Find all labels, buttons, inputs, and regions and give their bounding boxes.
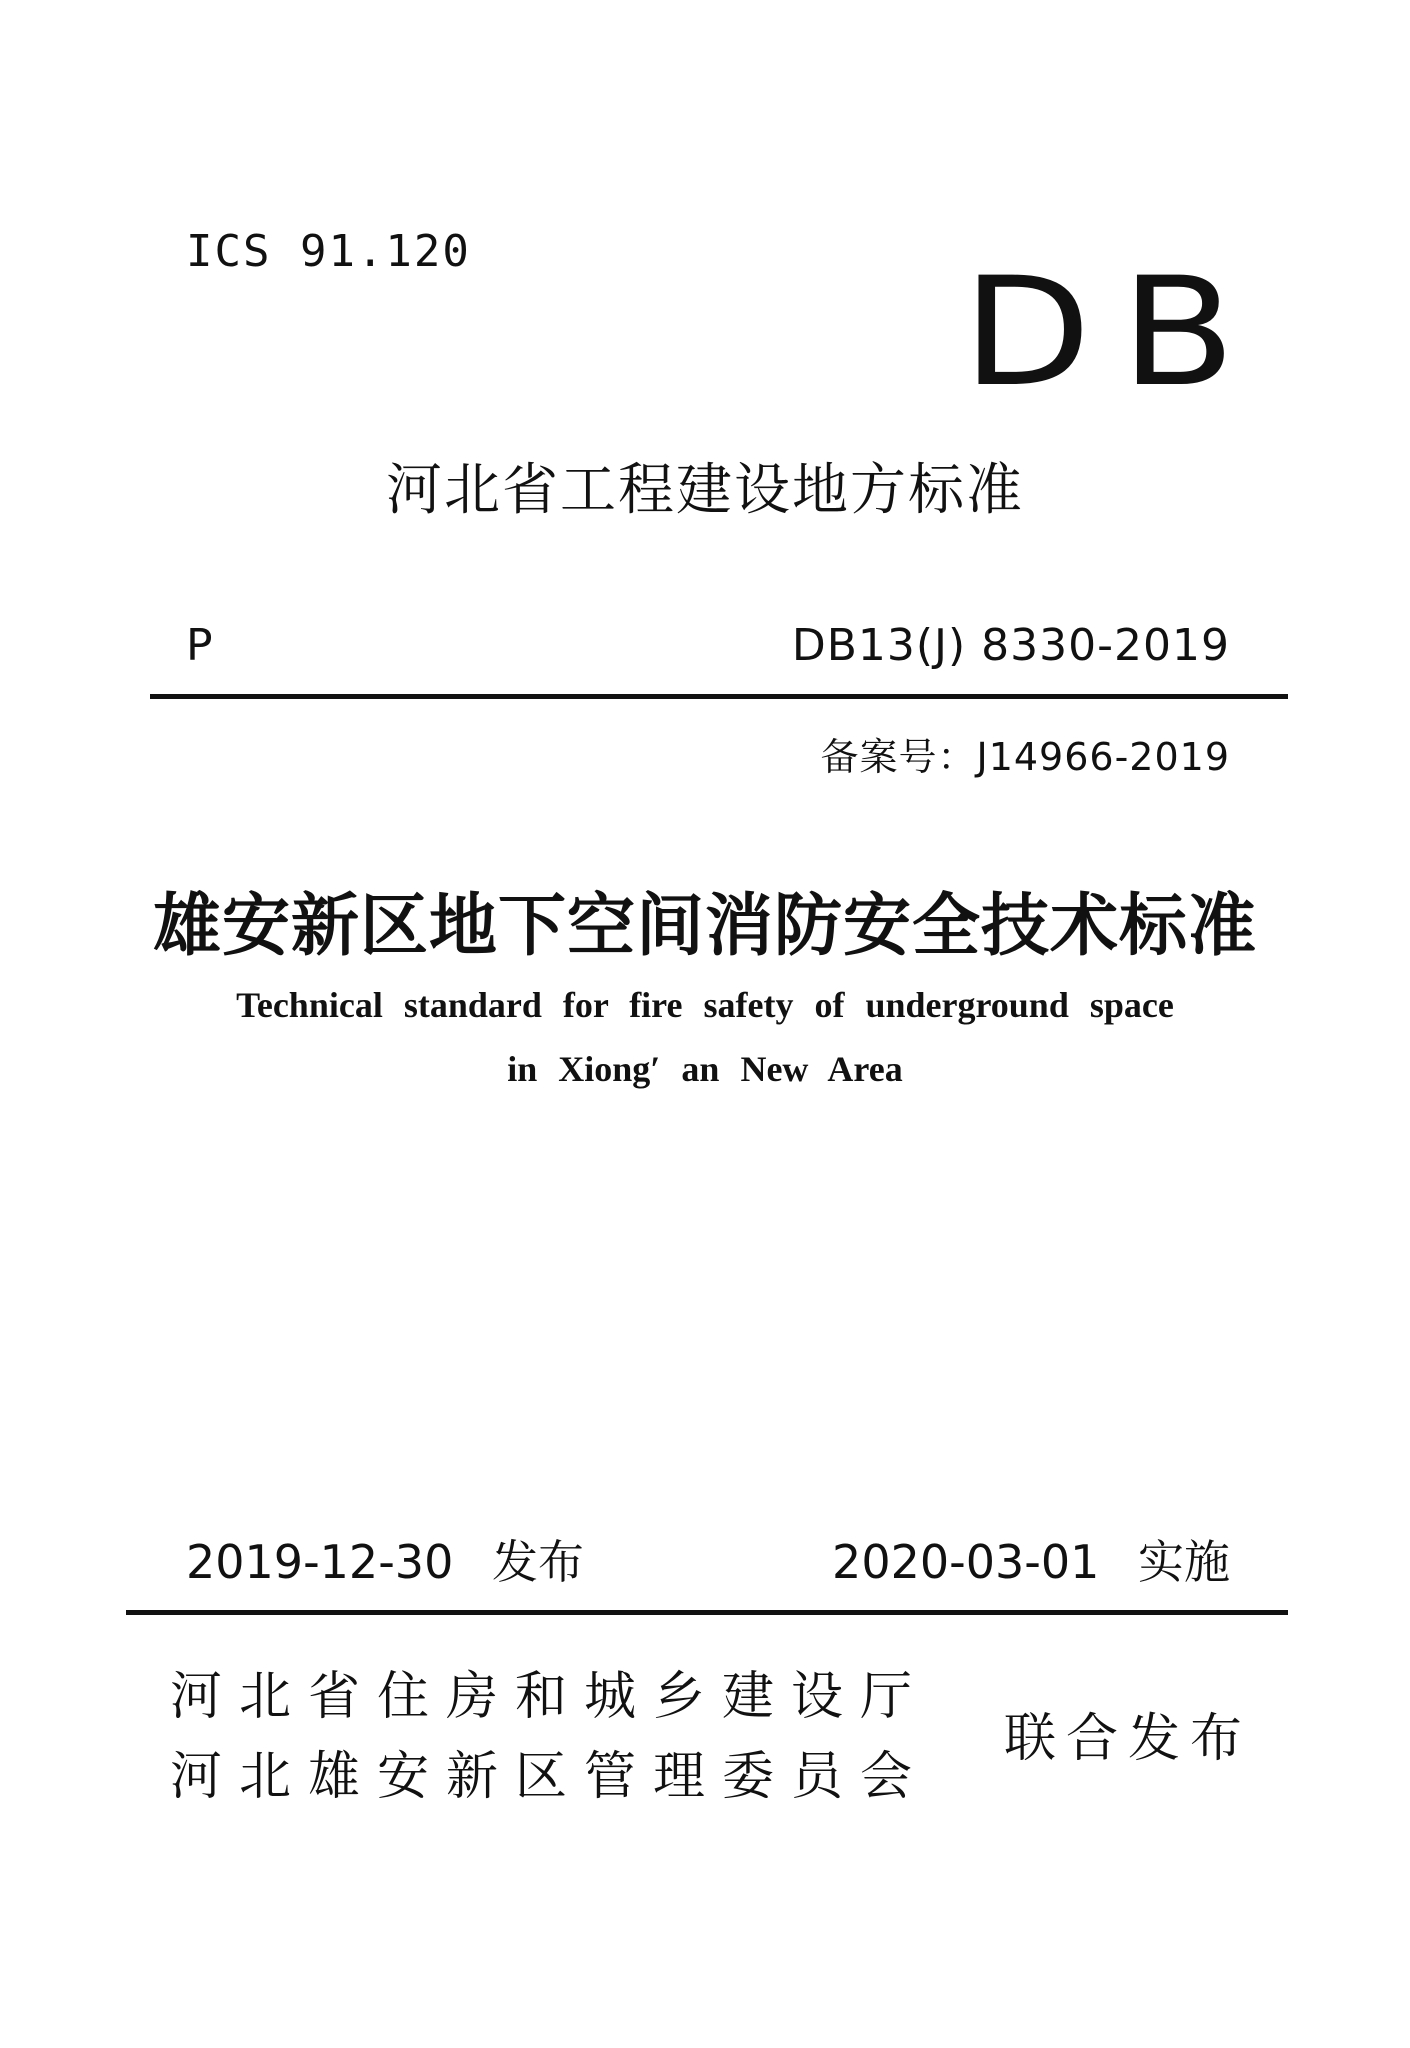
implement-date: 2020-03-01 实施 (832, 1535, 1230, 1589)
bottom-divider (126, 1610, 1288, 1615)
ics-code: ICS 91.120 (186, 226, 471, 277)
title-english-line2: in Xiong′ an New Area (507, 1049, 903, 1089)
record-number: 备案号：J14966-2019 (820, 735, 1230, 779)
top-divider (150, 694, 1288, 699)
title-chinese: 雄安新区地下空间消防安全技术标准 (152, 886, 1257, 966)
title-english-line1: Technical standard for fire safety of underground space (236, 985, 1174, 1025)
category-code: P (186, 620, 213, 671)
joint-release: 联合发布 (1004, 1709, 1253, 1769)
issuer-line1: 河北省住房和城乡建设厅 (170, 1667, 930, 1727)
publish-date: 2019-12-30 发布 (186, 1535, 584, 1589)
issuer-line2: 河北雄安新区管理委员会 (170, 1747, 930, 1807)
db-mark: DB (962, 246, 1265, 420)
standard-number: DB13(J) 8330-2019 (791, 620, 1230, 671)
standard-type: 河北省工程建设地方标准 (386, 458, 1024, 523)
